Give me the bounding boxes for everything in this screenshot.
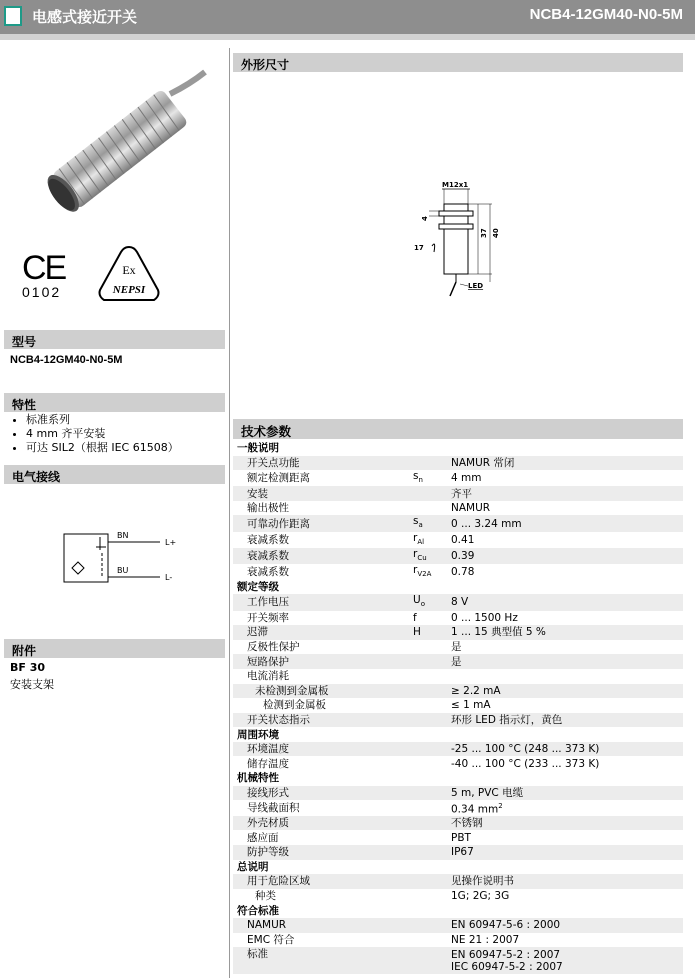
table-row: 外壳材质 不锈钢: [233, 816, 683, 831]
table-row: NAMUR EN 60947-5-6 : 2000: [233, 918, 683, 933]
table-row: 衰减系数 $r_{V2A}$ 0.78: [247, 563, 475, 578]
model-title: NCB4-12GM40-N0-5M: [529, 6, 683, 23]
wiring-diagram: [60, 525, 190, 587]
svg-text:Ex: Ex: [122, 263, 136, 277]
table-row: EMC 符合 NE 21 : 2007: [247, 933, 520, 946]
table-row: 安装 齐平: [233, 486, 683, 501]
svg-text:BN: BN: [117, 531, 129, 540]
table-row: 额定检测距离 $s_n$ 4 mm: [247, 470, 482, 485]
model-section-title: 型号: [4, 330, 225, 349]
header-bar: [0, 0, 695, 34]
svg-text:M12x1: M12x1: [442, 181, 469, 189]
table-row: 可靠动作距离 $s_a$ 0 ... 3.24 mm: [233, 515, 683, 531]
table-row: 开关状态指示 环形 LED 指示灯，黄色: [233, 713, 683, 728]
accessories-section-title: 附件: [4, 639, 225, 658]
table-row: 环境温度 -25 ... 100 °C (248 ... 373 K): [233, 742, 683, 757]
svg-text:LED: LED: [468, 282, 484, 290]
brand-mark-icon: [4, 6, 22, 26]
svg-text:40: 40: [492, 228, 500, 238]
category-rated: 额定等级: [233, 580, 683, 595]
ce-logo-icon: CE: [22, 249, 66, 287]
table-row: 用于危险区域 见操作说明书: [233, 874, 683, 889]
feature-item: • 可达 SIL2（根据 IEC 61508）: [26, 441, 226, 455]
svg-text:37: 37: [480, 228, 488, 238]
table-row: 导线截面积 0.34 $mm^2$: [247, 802, 503, 816]
column-divider: [229, 48, 230, 978]
ce-number: 0102: [22, 284, 62, 300]
category-general: 一般说明: [233, 441, 683, 456]
dimensions-section-title: 外形尺寸: [233, 53, 683, 72]
tech-section-title: 技术参数: [233, 419, 683, 439]
table-row: 种类 1G; 2G; 3G: [255, 890, 510, 903]
table-row: 电流消耗: [247, 670, 289, 683]
table-row: 标准 EN 60947-5-2 : 2007 IEC 60947-5-2 : 2007: [233, 947, 683, 974]
svg-text:L+: L+: [165, 538, 177, 547]
wiring-section-title: 电气接线: [4, 465, 225, 484]
table-row: 开关频率 f 0 ... 1500 Hz: [247, 611, 518, 624]
nepsi-ex-icon: [96, 244, 162, 306]
sensor-photo: [20, 54, 210, 234]
svg-text:17: 17: [414, 244, 424, 252]
feature-item: • 标准系列: [26, 413, 226, 427]
model-value: NCB4-12GM40-N0-5M: [10, 354, 123, 366]
feature-item: • 4 mm 齐平安装: [26, 427, 226, 441]
table-row: 迟滞 H 1 ... 15 典型值 5 %: [233, 625, 683, 640]
page-title: 电感式接近开关: [32, 8, 138, 26]
table-row: 开关点功能 NAMUR 常闭: [233, 456, 683, 471]
category-mech: 机械特性: [233, 771, 683, 786]
table-row: 衰减系数 $r_{Al}$ 0.41: [247, 531, 475, 546]
table-row: 未检测到金属板 ≥ 2.2 mA: [233, 684, 683, 699]
features-section-title: 特性: [4, 393, 225, 412]
svg-text:NEPSI: NEPSI: [112, 284, 146, 296]
table-row: 检测到金属板 ≤ 1 mA: [263, 699, 491, 712]
table-row: 反极性保护 是: [247, 641, 462, 654]
table-row: 衰减系数 $r_{Cu}$ 0.39: [233, 548, 683, 564]
table-row: 短路保护 是: [233, 654, 683, 669]
ce-mark: [22, 249, 68, 300]
tech-table: [233, 441, 683, 974]
category-standards: 符合标准: [233, 903, 683, 918]
category-general2: 总说明: [233, 860, 683, 875]
svg-text:BU: BU: [117, 566, 129, 575]
accessory-desc: 安装支架: [10, 678, 54, 691]
table-row: 工作电压 $U_o$ 8 V: [233, 594, 683, 610]
table-row: 防护等级 IP67: [233, 845, 683, 860]
accessory-name: BF 30: [10, 661, 46, 674]
header-subbar: [0, 34, 695, 40]
category-env: 周围环境: [233, 727, 683, 742]
table-row: 储存温度 -40 ... 100 °C (233 ... 373 K): [247, 757, 600, 770]
svg-text:4: 4: [421, 216, 429, 221]
table-row: 接线形式 5 m, PVC 电缆: [233, 786, 683, 801]
dimension-drawing: [412, 176, 512, 298]
features-list: [6, 413, 226, 455]
table-row: 感应面 PBT: [247, 831, 471, 844]
table-row: 输出极性 NAMUR: [247, 502, 491, 515]
svg-text:L-: L-: [165, 573, 173, 582]
